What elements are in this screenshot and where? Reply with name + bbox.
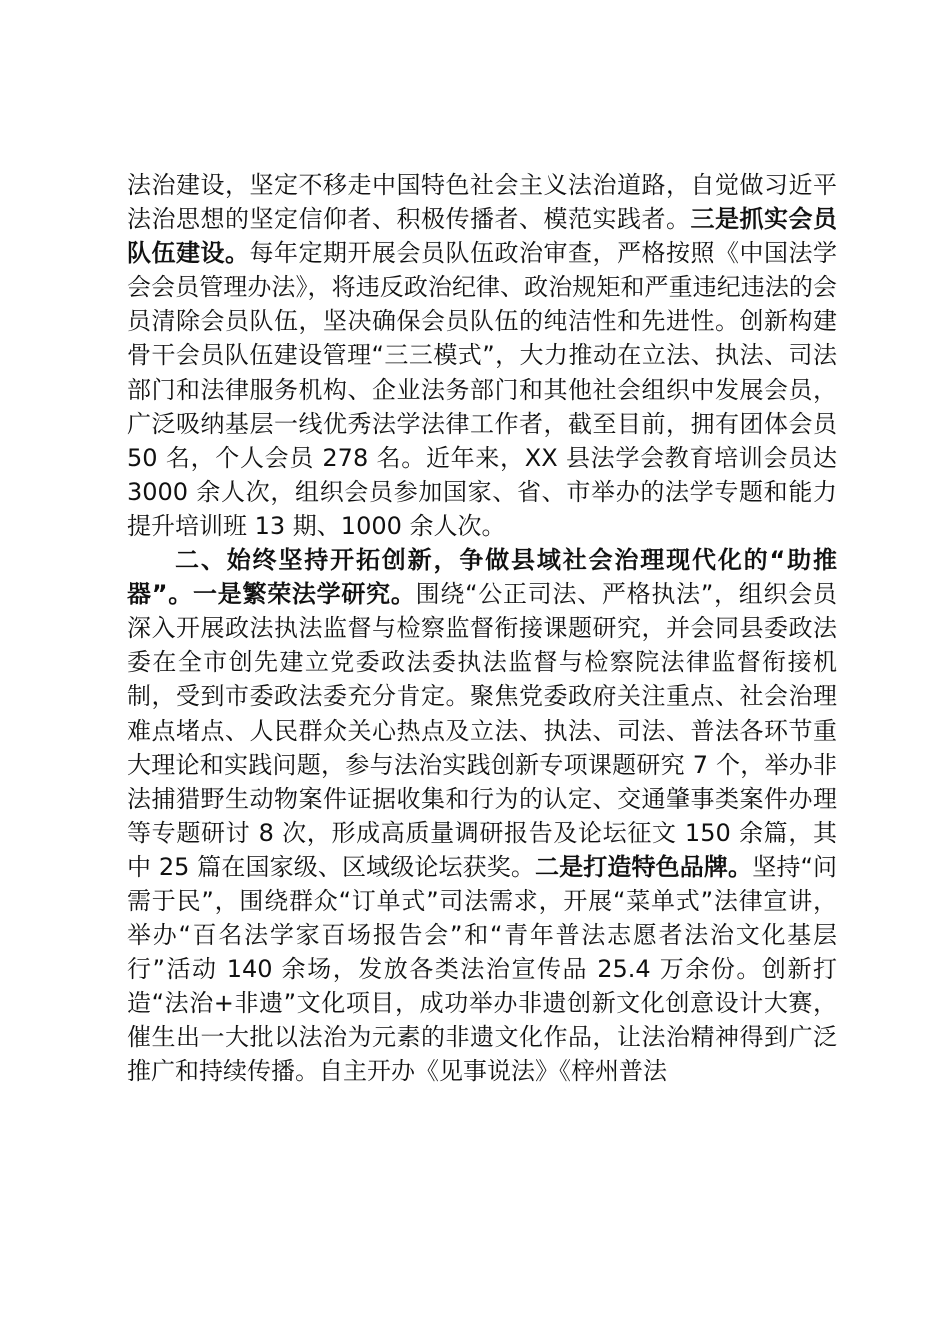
paragraph-text: 法治建设，坚定不移走中国特色社会主义法治道路，自觉做习近平法治思想的坚定信仰者、积极传播者、模范实践者。 [127, 171, 837, 234]
body-paragraph-1 [127, 168, 837, 543]
paragraph-text: 围绕“公正司法、严格执法”，组织会员深入开展政法执法监督与检察监督衔接课题研究，并会同县委政法委在全市创先建立党委政法委执法监督与检察院法律监督衔接机制，受到市委政法委充分肯定。聚焦党委政府关注重点、社会治理难点堵点、人民群众关心热点及立法、执法、司法、普法各环节重大理论和实践问题，参与法治实践创新专项课题研究 7 个，举办非法捕猎野生动物案件证据收集和行为的认定、交通肇事类案件办理等专题研讨 8 次，形成高质量调研报告及论坛征文 150 余篇，其中 25 篇在国家级、区域级论坛获奖。 [127, 580, 837, 881]
paragraph-text: 坚持“问需于民”，围绕群众“订单式”司法需求，开展“菜单式”法律宣讲，举办“百名法学家百场报告会”和“青年普法志愿者法治文化基层行”活动 140 余场，发放各类法治宣传品 25.4 万余份。创新打造“法治+非遗”文化项目，成功举办非遗创新文化创意设计大赛，催生出一大批以法治为元素的非遗文化作品，让法治精神得到广泛推广和持续传播。自主开办《见事说法》《梓州普法 [127, 852, 838, 1086]
bold-lead-sentence: 二是打造特色品牌。 [535, 852, 753, 881]
bold-lead-sentence: 三是抓实会员队伍建设。 [127, 205, 837, 268]
bold-lead-sentence: 一是繁荣法学研究。 [192, 580, 416, 609]
document-page [127, 168, 837, 1089]
body-paragraph-2 [127, 543, 837, 1089]
paragraph-text: 每年定期开展会员队伍政治审查，严格按照《中国法学会会员管理办法》，将违反政治纪律、政治规矩和严重违纪违法的会员清除会员队伍，坚决确保会员队伍的纯洁性和先进性。创新构建骨干会员队伍建设管理“三三模式”，大力推动在立法、执法、司法部门和法律服务机构、企业法务部门和其他社会组织中发展会员，广泛吸纳基层一线优秀法学法律工作者，截至目前，拥有团体会员 50 名，个人会员 278 名。近年来，XX 县法学会教育培训会员达 3000 余人次，组织会员参加国家、省、市举办的法学专题和能力提升培训班 13 期、1000 余人次。 [127, 239, 837, 540]
section-heading: 二、始终坚持开拓创新，争做县域社会治理现代化的“助推器”。 [127, 546, 837, 609]
